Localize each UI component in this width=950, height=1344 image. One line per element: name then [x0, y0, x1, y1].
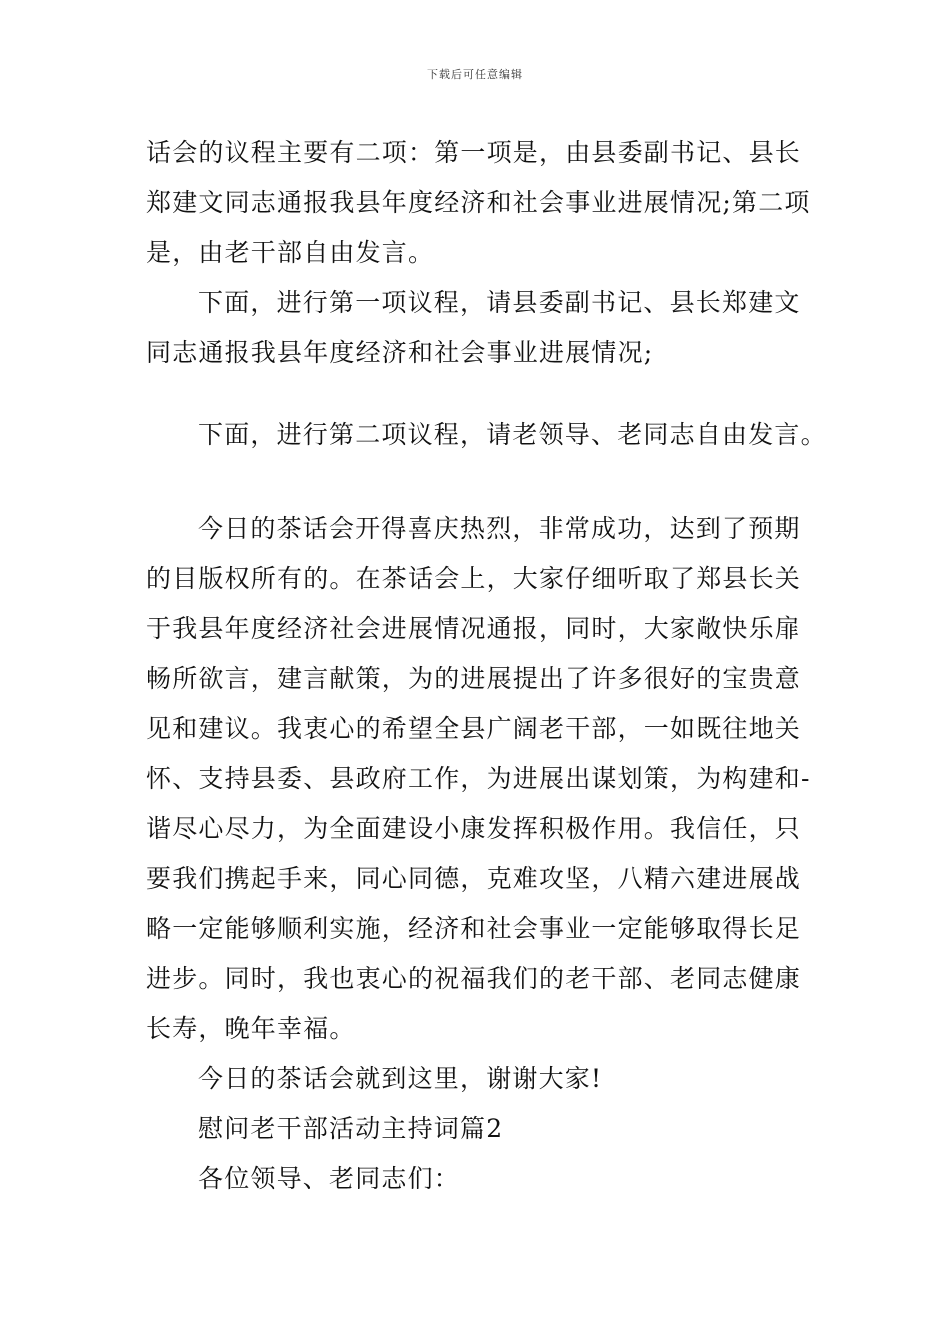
- text-line: 要我们携起手来，同心同德，克难攻坚，八精六建进展战: [146, 864, 802, 893]
- text-line: 的目版权所有的。在茶话会上，大家仔细听取了郑县长关: [146, 564, 802, 593]
- text-line: 下面，进行第二项议程，请老领导、老同志自由发言。: [198, 420, 827, 449]
- text-line: 是，由老干部自由发言。: [146, 238, 435, 267]
- text-line: 下面，进行第一项议程，请县委副书记、县长郑建文: [198, 288, 801, 317]
- text-line: 谐尽心尽力，为全面建设小康发挥积极作用。我信任，只: [146, 814, 802, 843]
- text-line: 进步。同时，我也衷心的祝福我们的老干部、老同志健康: [146, 964, 802, 993]
- page-header: 下载后可任意编辑: [427, 68, 523, 81]
- section-title: 慰问老干部活动主持词篇2: [198, 1114, 504, 1143]
- text-line: 怀、支持县委、县政府工作，为进展出谋划策，为构建和-: [146, 764, 811, 793]
- text-line: 于我县年度经济社会进展情况通报，同时，大家敞快乐扉: [146, 614, 802, 643]
- text-line: 畅所欲言，建言献策，为的进展提出了许多很好的宝贵意: [146, 664, 802, 693]
- paragraph-gap: [146, 378, 806, 410]
- text-line: 今日的茶话会开得喜庆热烈，非常成功，达到了预期: [198, 514, 801, 543]
- text-line: 郑建文同志通报我县年度经济和社会事业进展情况;第二项: [146, 188, 811, 217]
- text-line: 略一定能够顺利实施，经济和社会事业一定能够取得长足: [146, 914, 802, 943]
- text-line: 话会的议程主要有二项：第一项是，由县委副书记、县长: [146, 138, 802, 167]
- text-line: 同志通报我县年度经济和社会事业进展情况;: [146, 338, 654, 367]
- text-line: 见和建议。我衷心的希望全县广阔老干部，一如既往地关: [146, 714, 802, 743]
- text-line: 长寿，晚年幸福。: [146, 1014, 356, 1043]
- text-line: 各位领导、老同志们：: [198, 1164, 461, 1193]
- paragraph-gap: [146, 460, 806, 504]
- document-body: [146, 128, 827, 1204]
- text-line: 今日的茶话会就到这里，谢谢大家!: [198, 1064, 603, 1093]
